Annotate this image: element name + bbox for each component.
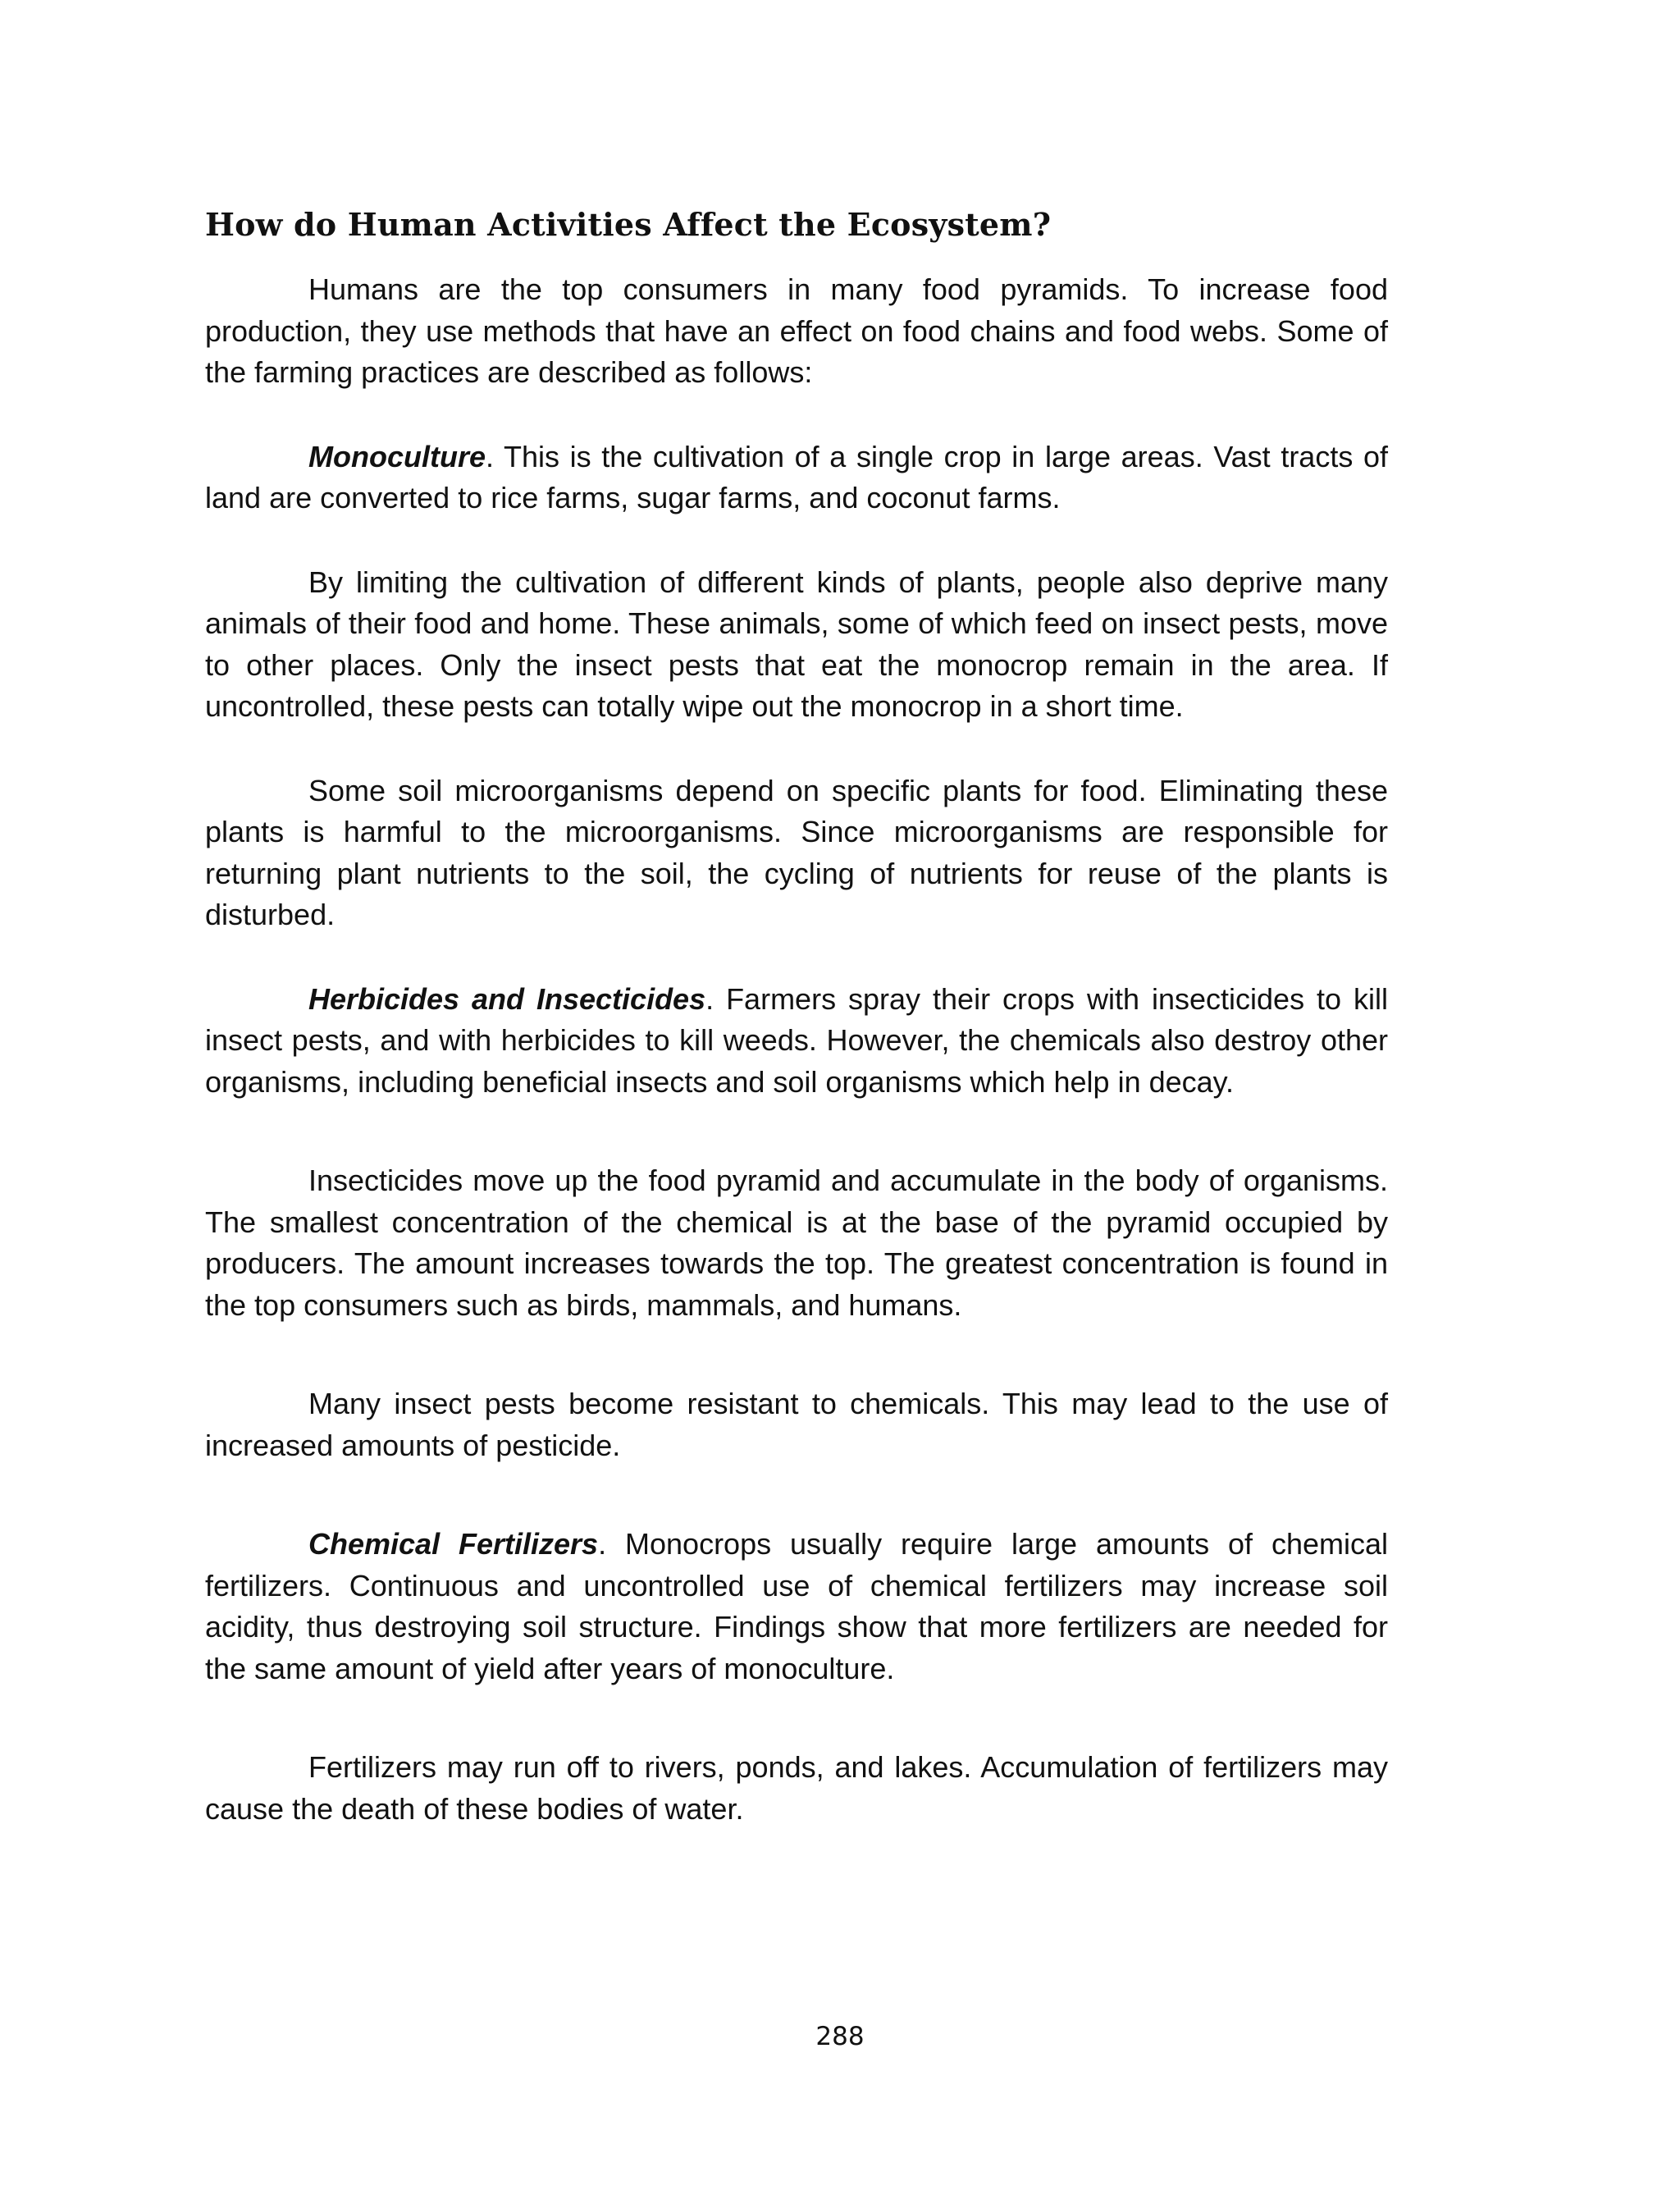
- paragraph-text: Fertilizers may run off to rivers, ponds, and lakes. Accumulation of fertilizers may cause the death of these bodies of water.: [205, 1750, 1388, 1826]
- paragraph-text: Humans are the top consumers in many food pyramids. To increase food production, they use methods that have an effect on food chains and food webs. Some of the farming practices are described as follows:: [205, 272, 1388, 389]
- term-herbicides-insecticides: Herbicides and Insecticides: [308, 981, 706, 1016]
- page-number: 288: [815, 2022, 865, 2051]
- paragraph-animals: [205, 562, 1388, 728]
- paragraph-microorganisms: [205, 770, 1388, 936]
- page-title: How do Human Activities Affect the Ecosystem?: [205, 206, 1052, 243]
- paragraph-text: . Farmers spray their crops with insecticides to kill insect pests, and with herbicides to kill weeds. However, the chemicals also destroy other organisms, including beneficial insects and soil organisms which help in decay.: [205, 981, 1389, 1099]
- paragraph-text: Some soil microorganisms depend on specific plants for food. Eliminating these plants is harmful to the microorganisms. Since microorganisms are responsible for returning plant nutrients to the soil, the cycling of nutrients for reuse of the plants is disturbed.: [205, 773, 1388, 931]
- paragraph-text: . Monocrops usually require large amounts of chemical fertilizers. Continuous and uncontrolled use of chemical fertilizers may increase soil acidity, thus destroying soil structure. Findings show that more fertilizers are needed for the same amount of yield after years of monoculture.: [205, 1527, 1389, 1685]
- paragraph-intro: [205, 269, 1388, 394]
- paragraph-food-pyramid: [205, 1160, 1388, 1326]
- paragraph-resistance: [205, 1383, 1388, 1466]
- term-monoculture: Monoculture: [308, 439, 486, 473]
- paragraph-monoculture: [205, 437, 1388, 519]
- paragraph-text: Many insect pests become resistant to chemicals. This may lead to the use of increased amounts of pesticide.: [205, 1387, 1388, 1462]
- paragraph-herbicides: [205, 979, 1388, 1104]
- paragraph-text: By limiting the cultivation of different kinds of plants, people also deprive many animals of their food and home. These animals, some of which feed on insect pests, move to other places. Only the insect pests that eat the monocrop remain in the area. If uncontrolled, these pests can totally wipe out the monocrop in a short time.: [205, 565, 1388, 723]
- paragraph-text: Insecticides move up the food pyramid and accumulate in the body of organisms. The smallest concentration of the chemical is at the base of the pyramid occupied by producers. The amount increases towards the top. The greatest concentration is found in the top consumers such as birds, mammals, and humans.: [205, 1164, 1388, 1322]
- paragraph-fertilizers: [205, 1524, 1388, 1689]
- paragraph-text: . This is the cultivation of a single crop in large areas. Vast tracts of land are converted to rice farms, sugar farms, and coconut farms.: [205, 439, 1388, 514]
- page-content: [205, 200, 1388, 1830]
- paragraph-runoff: [205, 1747, 1388, 1830]
- term-chemical-fertilizers: Chemical Fertilizers: [308, 1527, 599, 1561]
